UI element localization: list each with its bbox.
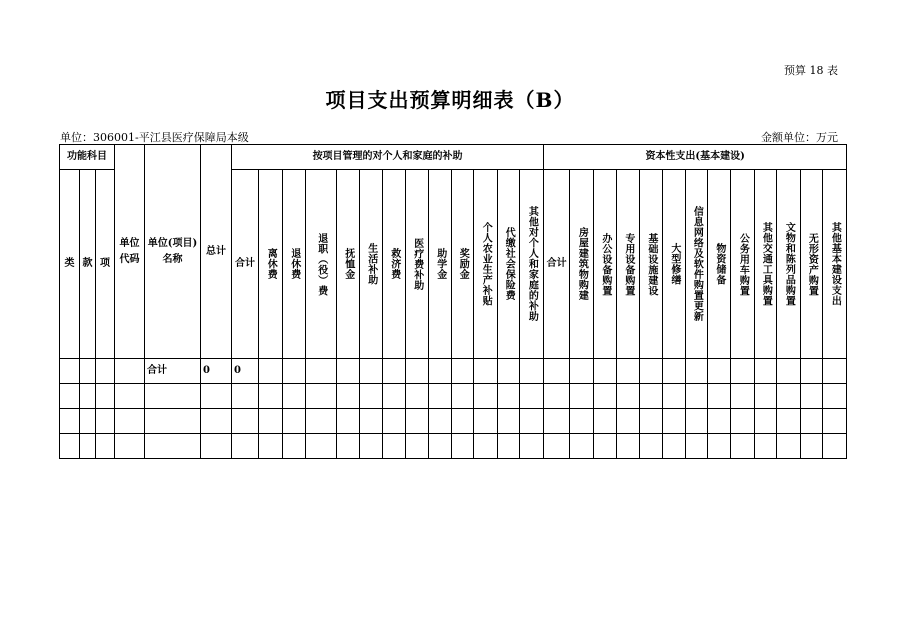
retirement-cadre-fee-header: 离休费 xyxy=(259,170,283,359)
row-name-cell: 合计 xyxy=(145,359,201,384)
row-personal-total-cell: 0 xyxy=(232,359,259,384)
table-row xyxy=(60,359,871,384)
medical-subsidy-header: 医疗费补助 xyxy=(406,170,429,359)
it-network-header: 信息网络及软件购置更新 xyxy=(686,170,708,359)
unit-code-header: 单位代码 xyxy=(115,145,145,359)
retirement-fee-header: 退休费 xyxy=(283,170,306,359)
unit-label: 单位：306001-平江县医疗保障局本级 xyxy=(60,131,249,144)
office-equipment-header: 办公设备购置 xyxy=(594,170,617,359)
total-header: 总计 xyxy=(201,145,232,359)
capital-total-header: 合计 xyxy=(544,170,570,359)
living-subsidy-header: 生活补助 xyxy=(360,170,383,359)
budget-table xyxy=(59,144,871,459)
other-construction-header: 其他基本建设支出 xyxy=(823,170,847,359)
special-equipment-header: 专用设备购置 xyxy=(617,170,640,359)
page-title: 项目支出预算明细表（B） xyxy=(325,88,575,112)
personal-total-header: 合计 xyxy=(232,170,259,359)
pension-header: 抚恤金 xyxy=(337,170,360,359)
social-insurance-header: 代缴社会保险费 xyxy=(498,170,520,359)
infrastructure-header: 基础设施建设 xyxy=(640,170,663,359)
agri-subsidy-header: 个人农业生产补贴 xyxy=(474,170,498,359)
official-vehicle-header: 公务用车购置 xyxy=(731,170,755,359)
resignation-fee-header: 退职（役）费 xyxy=(306,170,337,359)
relief-fee-header: 救济费 xyxy=(383,170,406,359)
section-header: 款 xyxy=(80,170,96,359)
material-reserve-header: 物资储备 xyxy=(708,170,731,359)
stipend-header: 助学金 xyxy=(429,170,452,359)
page-number: 预算 18 表 xyxy=(784,64,838,77)
personal-subsidy-group-header: 按项目管理的对个人和家庭的补助 xyxy=(232,145,544,170)
item-header: 项 xyxy=(96,170,115,359)
table-row xyxy=(60,434,871,459)
cultural-relics-header: 文物和陈列品购置 xyxy=(777,170,801,359)
capital-expenditure-group-header: 资本性支出(基本建设) xyxy=(544,145,847,170)
award-header: 奖励金 xyxy=(452,170,474,359)
header-row-1 xyxy=(60,145,871,170)
other-vehicle-header: 其他交通工具购置 xyxy=(755,170,777,359)
unit-name-header: 单位(项目)名称 xyxy=(145,145,201,359)
function-subject-header: 功能科目 xyxy=(60,145,115,170)
building-construction-header: 房屋建筑物购建 xyxy=(570,170,594,359)
major-repair-header: 大型修缮 xyxy=(663,170,686,359)
amount-unit-label: 金额单位：万元 xyxy=(761,131,838,144)
table-row xyxy=(60,384,871,409)
class-header: 类 xyxy=(60,170,80,359)
row-total-cell: 0 xyxy=(201,359,232,384)
other-personal-subsidy-header: 其他对个人和家庭的补助 xyxy=(520,170,544,359)
intangible-assets-header: 无形资产购置 xyxy=(801,170,823,359)
table-row xyxy=(60,409,871,434)
